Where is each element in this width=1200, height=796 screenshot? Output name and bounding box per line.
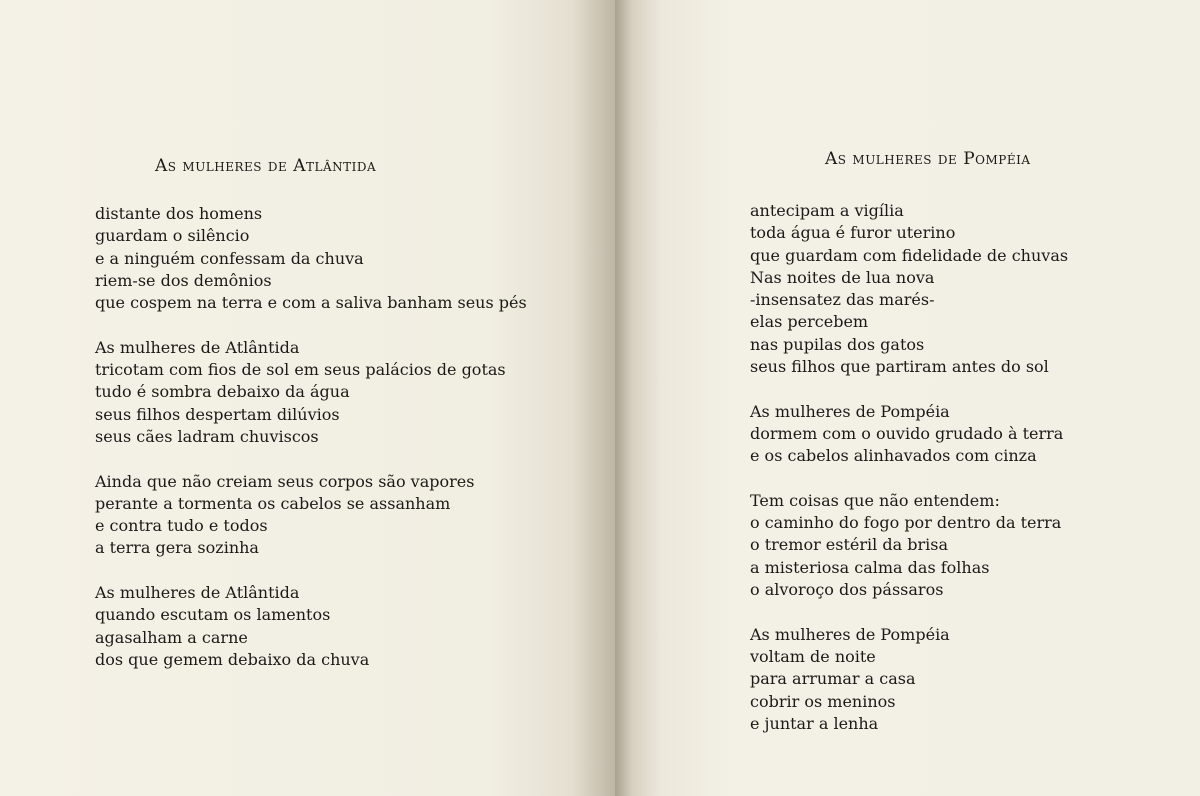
stanza xyxy=(750,624,1068,735)
stanza xyxy=(95,582,527,671)
poem-line: As mulheres de Pompéia xyxy=(750,624,950,644)
poem-line: quando escutam os lamentos xyxy=(95,605,331,625)
poem-line: seus filhos que partiram antes do sol xyxy=(750,357,1049,377)
poem-line: As mulheres de Atlântida xyxy=(95,337,300,357)
right-page xyxy=(615,0,1200,796)
stanza xyxy=(95,203,527,314)
poem-line: que guardam com fidelidade de chuvas xyxy=(750,245,1069,265)
poem-line: antecipam a vigília xyxy=(750,201,904,220)
poem-line: riem-se dos demônios xyxy=(95,270,272,290)
poem-line: Nas noites de lua nova xyxy=(750,267,935,287)
poem-line: tudo é sombra debaixo da água xyxy=(95,382,350,402)
poem-line: dos que gemem debaixo da chuva xyxy=(95,649,370,669)
poem-line: e contra tudo e todos xyxy=(95,516,268,536)
poem-line: toda água é furor uterino xyxy=(750,223,956,243)
stanza xyxy=(750,200,1068,378)
poem-line: nas pupilas dos gatos xyxy=(750,334,925,354)
poem-line: elas percebem xyxy=(750,312,869,332)
stanza xyxy=(750,401,1068,468)
poem-line: voltam de noite xyxy=(750,646,876,666)
poem-pompeia xyxy=(750,200,1068,757)
poem-title-atlantida: As mulheres de Atlântida xyxy=(155,156,377,176)
poem-title-pompeia: As mulheres de Pompéia xyxy=(825,149,1031,169)
poem-line: tricotam com fios de sol em seus palácios de gotas xyxy=(95,360,506,380)
poem-line: cobrir os meninos xyxy=(750,691,896,711)
poem-line: guardam o silêncio xyxy=(95,226,250,246)
poem-atlantida xyxy=(95,203,527,694)
poem-line: As mulheres de Pompéia xyxy=(750,401,950,421)
poem-line: As mulheres de Atlântida xyxy=(95,583,300,603)
poem-line: dormem com o ouvido grudado à terra xyxy=(750,423,1064,443)
stanza xyxy=(750,490,1068,601)
poem-line: e os cabelos alinhavados com cinza xyxy=(750,446,1037,466)
poem-line: a misteriosa calma das folhas xyxy=(750,557,990,577)
poem-line: e juntar a lenha xyxy=(750,713,879,733)
poem-line: o caminho do fogo por dentro da terra xyxy=(750,513,1062,533)
stanza xyxy=(95,337,527,448)
poem-line: Ainda que não creiam seus corpos são vapores xyxy=(95,471,475,491)
poem-line: perante a tormenta os cabelos se assanham xyxy=(95,493,451,513)
poem-line: distante dos homens xyxy=(95,204,263,223)
poem-line: para arrumar a casa xyxy=(750,669,916,689)
poem-line: o alvoroço dos pássaros xyxy=(750,580,944,600)
poem-line: agasalham a carne xyxy=(95,627,248,647)
poem-line: e a ninguém confessam da chuva xyxy=(95,248,364,268)
poem-line: o tremor estéril da brisa xyxy=(750,535,948,555)
poem-line: seus filhos despertam dilúvios xyxy=(95,404,340,424)
poem-line: Tem coisas que não entendem: xyxy=(750,490,1000,510)
stanza xyxy=(95,471,527,560)
poem-line: seus cães ladram chuviscos xyxy=(95,426,319,446)
poem-line: que cospem na terra e com a saliva banham seus pés xyxy=(95,293,527,313)
poem-line: a terra gera sozinha xyxy=(95,538,259,558)
poem-line: -insensatez das marés- xyxy=(750,290,935,310)
